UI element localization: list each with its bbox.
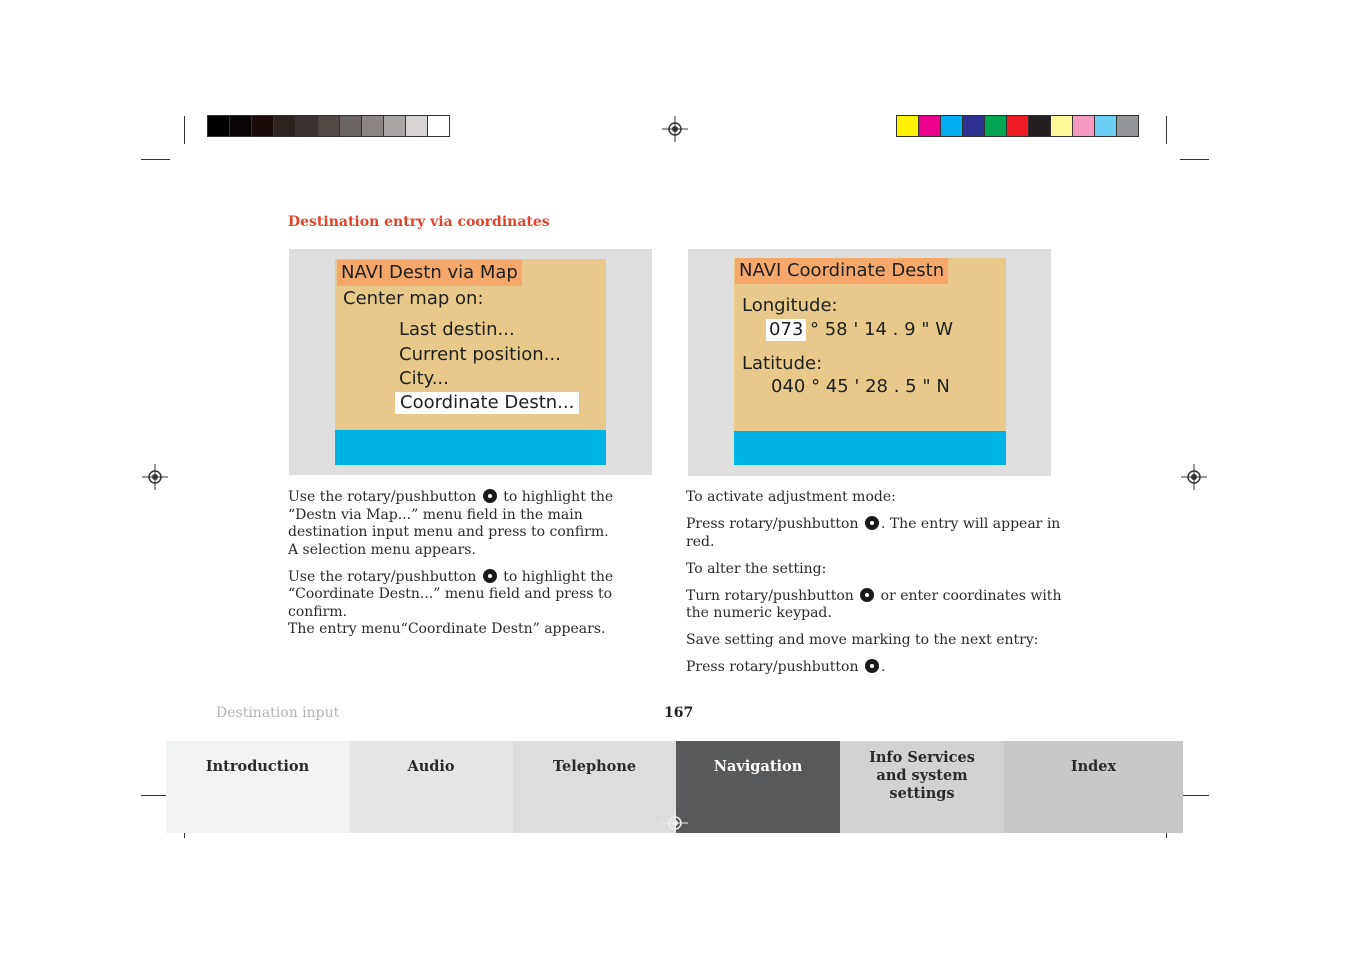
tab-label: Telephone	[552, 758, 637, 775]
menu-item-highlighted: Coordinate Destn...	[395, 392, 579, 414]
tab-index[interactable]	[1004, 741, 1183, 833]
color-swatch	[340, 116, 362, 136]
display-status-band	[734, 431, 1006, 465]
color-swatch	[428, 116, 449, 136]
instruction-text: Press rotary/pushbutton	[686, 516, 859, 532]
instruction-heading: To activate adjustment mode:	[686, 489, 896, 505]
color-swatch	[985, 116, 1007, 136]
instruction-paragraph	[686, 659, 1078, 677]
registration-mark-icon	[142, 464, 168, 490]
color-swatch	[384, 116, 406, 136]
display-status-band	[335, 430, 606, 465]
screen-image-destn-via-map	[289, 249, 652, 475]
section-title: Destination entry via coordinates	[288, 214, 550, 230]
menu-item: Last destin...	[399, 319, 515, 340]
page-number: 167	[664, 705, 694, 721]
registration-mark-icon	[662, 810, 688, 836]
tab-label: Introduction	[205, 758, 310, 775]
display-subtitle: Center map on:	[343, 288, 484, 309]
color-swatch	[1029, 116, 1051, 136]
tab-info-services[interactable]	[840, 741, 1004, 833]
color-swatch	[230, 116, 252, 136]
color-swatch	[1117, 116, 1138, 136]
instruction-text: Turn rotary/pushbutton	[686, 587, 854, 604]
instruction-paragraph	[288, 569, 660, 639]
color-swatch	[252, 116, 274, 136]
instruction-text: or enter coordinates with the numeric keypad.	[686, 587, 1062, 621]
instruction-heading: Save setting and move marking to the next entry:	[686, 632, 1039, 648]
instruction-text: Press rotary/pushbutton	[686, 659, 859, 675]
rotary-pushbutton-icon	[865, 516, 879, 530]
instruction-text: Use the rotary/pushbutton	[288, 568, 477, 585]
menu-item: City...	[399, 368, 449, 389]
footer-section-label: Destination input	[216, 705, 340, 721]
crop-mark	[1180, 795, 1209, 796]
navi-display	[734, 258, 1006, 465]
instruction-text: The entry menu“Coordinate Destn” appears.	[288, 621, 606, 637]
instruction-text: .	[880, 659, 886, 675]
tab-label: Navigation	[713, 758, 803, 775]
color-swatch	[963, 116, 985, 136]
registration-mark-icon	[1181, 464, 1207, 490]
instruction-paragraph	[288, 489, 660, 559]
screen-image-coordinate-destn	[688, 249, 1051, 476]
tab-audio[interactable]	[349, 741, 513, 833]
navi-display	[335, 259, 606, 465]
tab-label: Index	[1070, 758, 1117, 775]
tab-navigation[interactable]	[676, 741, 840, 833]
left-instructions	[288, 489, 660, 648]
right-instructions	[686, 489, 1078, 686]
tab-label: Info Services and system settings	[869, 749, 975, 802]
longitude-value: ° 58 ' 14 . 9 " W	[810, 319, 954, 340]
instruction-text: . The entry will appear in red.	[686, 516, 1061, 550]
instruction-text: A selection menu appears.	[288, 541, 476, 558]
rotary-pushbutton-icon	[483, 569, 497, 583]
latitude-label: Latitude:	[742, 353, 823, 374]
longitude-degrees-field: 073	[766, 319, 806, 341]
color-swatch	[208, 116, 230, 136]
rotary-pushbutton-icon	[860, 588, 874, 602]
color-calibration-bar	[896, 115, 1139, 137]
instruction-text: to highlight the “Coordinate Destn...” menu field and press to confirm.	[288, 568, 614, 620]
crop-mark	[184, 116, 185, 144]
color-swatch	[1073, 116, 1095, 136]
color-swatch	[1095, 116, 1117, 136]
crop-mark	[1166, 116, 1167, 144]
grayscale-calibration-bar	[207, 115, 450, 137]
display-header: NAVI Destn via Map	[337, 260, 522, 286]
rotary-pushbutton-icon	[865, 659, 879, 673]
color-swatch	[296, 116, 318, 136]
color-swatch	[318, 116, 340, 136]
rotary-pushbutton-icon	[483, 489, 497, 503]
color-swatch	[897, 116, 919, 136]
registration-mark-icon	[662, 116, 688, 142]
instruction-text: Use the rotary/pushbutton	[288, 489, 477, 505]
display-header: NAVI Coordinate Destn	[735, 258, 948, 284]
tab-label: Audio	[407, 758, 455, 775]
latitude-value: 040 ° 45 ' 28 . 5 " N	[771, 376, 950, 397]
instruction-heading: To alter the setting:	[686, 560, 827, 577]
crop-mark	[1180, 159, 1209, 160]
crop-mark	[141, 159, 170, 160]
color-swatch	[274, 116, 296, 136]
color-swatch	[1007, 116, 1029, 136]
longitude-label: Longitude:	[742, 295, 838, 316]
color-swatch	[941, 116, 963, 136]
instruction-text: to highlight the “Destn via Map...” menu field in the main destination input menu and press to confirm.	[288, 489, 614, 540]
tab-introduction[interactable]	[166, 741, 349, 833]
color-swatch	[1051, 116, 1073, 136]
instruction-paragraph	[686, 516, 1078, 551]
color-swatch	[406, 116, 428, 136]
instruction-paragraph	[686, 588, 1078, 623]
menu-item: Current position...	[399, 344, 561, 365]
tab-telephone[interactable]	[513, 741, 676, 833]
color-swatch	[919, 116, 941, 136]
color-swatch	[362, 116, 384, 136]
